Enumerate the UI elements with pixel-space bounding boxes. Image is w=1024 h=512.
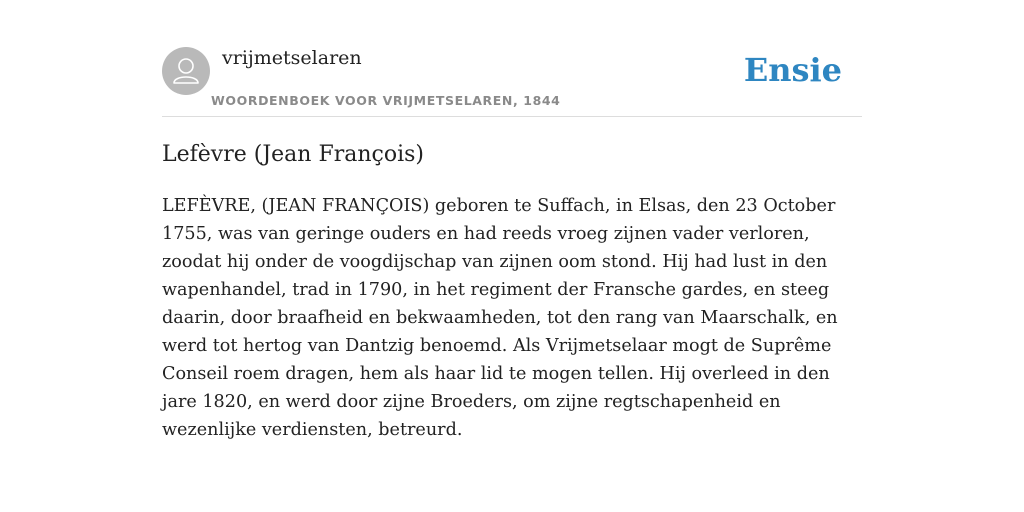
author-avatar[interactable] — [162, 47, 210, 95]
article-title: Lefèvre (Jean François) — [162, 142, 424, 167]
article-body: LEFÈVRE, (JEAN FRANÇOIS) geboren te Suffach, in Elsas, den 23 October 1755, was van geringe ouders en had reeds vroeg zijnen vader verloren, zoodat hij onder de voogdijschap van zijnen oom stond. Hij had lust in den wapenhandel, trad in 1790, in het regiment der Fransche gardes, en steeg daarin, door braafheid en bekwaamheden, tot den rang van Maarschalk, en werd tot hertog van Dantzig benoemd. Als Vrijmetselaar mogt de Suprême Conseil roem dragen, hem als haar lid te mogen tellen. Hij overleed in den jare 1820, en werd door zijne Broeders, om zijne regtschapenheid en wezenlijke verdiensten, betreurd. — [162, 196, 838, 440]
source-title[interactable]: WOORDENBOEK VOOR VRIJMETSELAREN, 1844 — [211, 93, 561, 108]
author-name[interactable]: vrijmetselaren — [222, 47, 362, 69]
article-header — [162, 46, 862, 117]
brand-logo[interactable]: Ensie — [743, 51, 842, 89]
user-icon — [162, 47, 210, 95]
